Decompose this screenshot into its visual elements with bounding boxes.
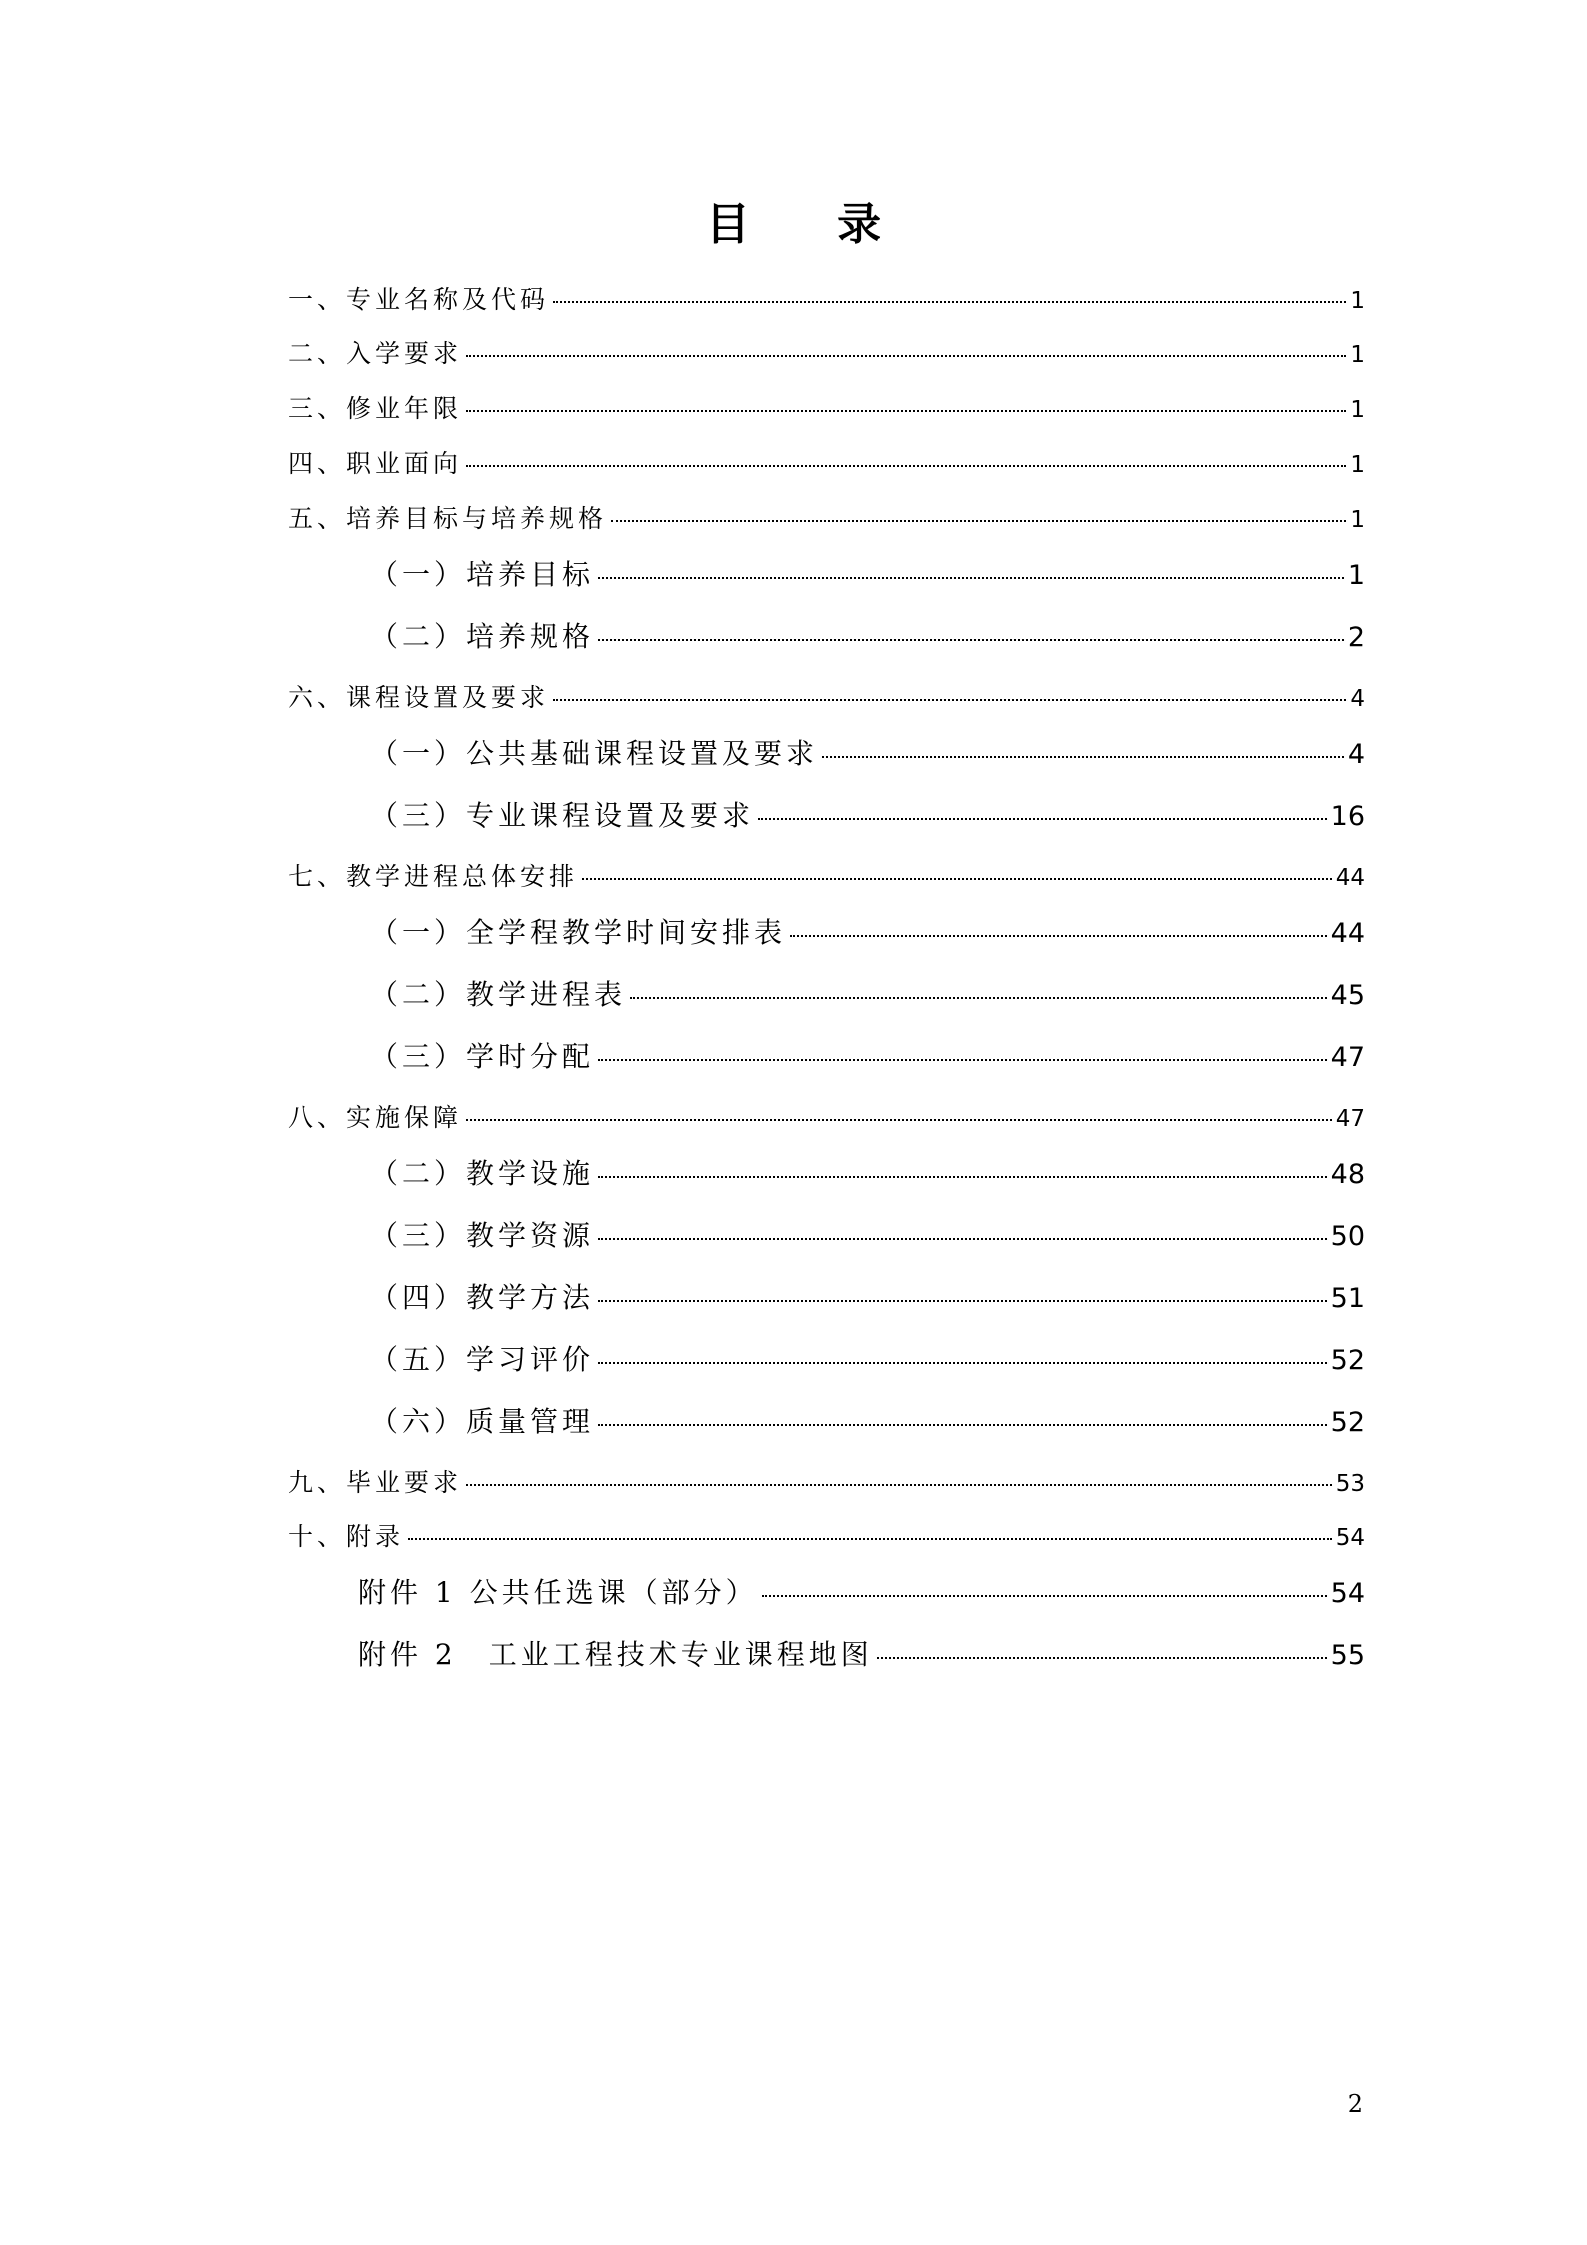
dot-leader: [598, 1424, 1327, 1426]
toc-entry-label: （四）教学方法: [370, 1281, 595, 1314]
toc-entry[interactable]: [370, 1152, 1365, 1192]
toc-entry-page: 45: [1330, 980, 1365, 1011]
toc-entry-label: （二）教学设施: [370, 1157, 595, 1190]
toc-entry[interactable]: [370, 1338, 1365, 1378]
dot-leader: [598, 1238, 1327, 1240]
dot-leader: [466, 355, 1346, 357]
toc-entry-label: （二）教学进程表: [370, 978, 627, 1011]
toc-entry-page: 1: [1350, 342, 1365, 368]
toc-entry[interactable]: [358, 1633, 1365, 1673]
dot-leader: [466, 1484, 1332, 1486]
page-title: 目 录: [705, 199, 918, 250]
dot-leader: [598, 1176, 1327, 1178]
toc-entry-page: 54: [1330, 1578, 1365, 1609]
toc-entry[interactable]: [370, 615, 1365, 655]
toc-entry[interactable]: [370, 1400, 1365, 1440]
toc-entry-label: 八、实施保障: [288, 1103, 463, 1132]
toc-entry-page: 1: [1350, 507, 1365, 533]
toc-entry[interactable]: [288, 280, 1365, 316]
dot-leader: [598, 1362, 1327, 1364]
toc-entry[interactable]: [358, 1571, 1365, 1611]
toc-entry-label: （二）培养规格: [370, 620, 595, 653]
toc-entry-page: 44: [1335, 865, 1365, 891]
dot-leader: [762, 1595, 1327, 1597]
toc-entry-page: 4: [1350, 686, 1365, 712]
toc-entry[interactable]: [370, 1276, 1365, 1316]
toc-entry-page: 48: [1330, 1159, 1365, 1190]
toc-entry[interactable]: [288, 1463, 1365, 1499]
toc-entry-page: 16: [1330, 801, 1365, 832]
toc-entry[interactable]: [288, 678, 1365, 714]
toc-entry-label: （一）公共基础课程设置及要求: [370, 737, 819, 770]
toc-entry-label: （一）培养目标: [370, 558, 595, 591]
toc-entry[interactable]: [288, 444, 1365, 480]
toc-entry-label: 四、职业面向: [288, 449, 463, 478]
toc-entry-label: 二、入学要求: [288, 339, 463, 368]
toc-entry-label: 附件 1 公共任选课（部分）: [358, 1576, 758, 1609]
toc-entry-page: 47: [1330, 1042, 1365, 1073]
toc-entry[interactable]: [370, 1214, 1365, 1254]
toc-entry-label: 十、附录: [288, 1522, 405, 1551]
toc-entry-label: 五、培养目标与培养规格: [288, 504, 608, 533]
toc-entry[interactable]: [288, 389, 1365, 425]
toc-entry-label: 六、课程设置及要求: [288, 683, 550, 712]
toc-entry-page: 55: [1330, 1640, 1365, 1671]
toc-entry-page: 50: [1330, 1221, 1365, 1252]
dot-leader: [877, 1657, 1327, 1659]
dot-leader: [758, 818, 1327, 820]
toc-entry-label: 附件 2 工业工程技术专业课程地图: [358, 1638, 873, 1671]
dot-leader: [822, 756, 1344, 758]
toc-entry-page: 1: [1350, 452, 1365, 478]
dot-leader: [611, 520, 1346, 522]
toc-entry-label: 一、专业名称及代码: [288, 285, 550, 314]
toc-entry-label: 七、教学进程总体安排: [288, 862, 579, 891]
toc-entry[interactable]: [288, 1098, 1365, 1134]
dot-leader: [466, 1119, 1332, 1121]
toc-entry[interactable]: [370, 973, 1365, 1013]
toc-entry-page: 1: [1350, 397, 1365, 423]
toc-entry-page: 52: [1330, 1407, 1365, 1438]
dot-leader: [553, 301, 1346, 303]
toc-entry[interactable]: [370, 1035, 1365, 1075]
toc-entry[interactable]: [370, 553, 1365, 593]
dot-leader: [408, 1538, 1332, 1540]
toc-entry-page: 52: [1330, 1345, 1365, 1376]
toc-entry-page: 2: [1347, 622, 1365, 653]
toc-entry-label: 九、毕业要求: [288, 1468, 463, 1497]
toc-entry[interactable]: [288, 1517, 1365, 1553]
dot-leader: [598, 1059, 1327, 1061]
toc-entry-page: 47: [1335, 1106, 1365, 1132]
dot-leader: [790, 935, 1327, 937]
toc-entry-page: 53: [1335, 1471, 1365, 1497]
toc-entry-label: （五）学习评价: [370, 1343, 595, 1376]
toc-entry-label: （六）质量管理: [370, 1405, 595, 1438]
toc-entry[interactable]: [288, 334, 1365, 370]
toc-entry-label: （三）教学资源: [370, 1219, 595, 1252]
toc-entry[interactable]: [370, 911, 1365, 951]
dot-leader: [582, 878, 1332, 880]
dot-leader: [466, 465, 1346, 467]
toc-entry-page: 1: [1347, 560, 1365, 591]
dot-leader: [598, 639, 1344, 641]
toc-entry[interactable]: [370, 732, 1365, 772]
dot-leader: [553, 699, 1346, 701]
toc-entry-label: （一）全学程教学时间安排表: [370, 916, 787, 949]
toc-entry[interactable]: [288, 857, 1365, 893]
toc-entry[interactable]: [370, 794, 1365, 834]
dot-leader: [466, 410, 1346, 412]
toc-entry[interactable]: [288, 499, 1365, 535]
dot-leader: [598, 577, 1344, 579]
toc-entry-page: 1: [1350, 288, 1365, 314]
page-number: 2: [1347, 2090, 1363, 2118]
dot-leader: [598, 1300, 1327, 1302]
dot-leader: [630, 997, 1327, 999]
toc-entry-label: （三）专业课程设置及要求: [370, 799, 755, 832]
toc-entry-page: 44: [1330, 918, 1365, 949]
toc-entry-page: 4: [1347, 739, 1365, 770]
toc-entry-page: 54: [1335, 1525, 1365, 1551]
toc-entry-page: 51: [1330, 1283, 1365, 1314]
toc-entry-label: （三）学时分配: [370, 1040, 595, 1073]
toc-entry-label: 三、修业年限: [288, 394, 463, 423]
